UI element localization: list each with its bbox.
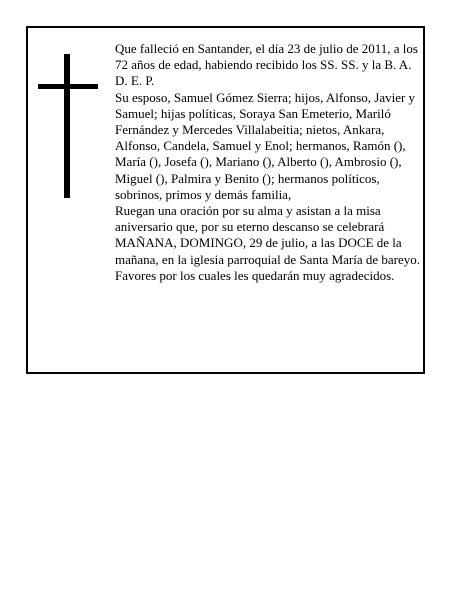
family-list: Su esposo, Samuel Gómez Sierra; hijos, Alfonso, Javier y Samuel; hijas políticas, Soraya San Emeterio, Mariló Fernández y Mercedes Villalabeitia; nietos, Ankara, Alfonso, Candela, Samuel y Enol; hermanos, Ramón (), María (), Josefa (), Mariano (), Alberto (), Ambrosio (), Miguel (), Palmira y Benito (); hermanos políticos, sobrinos, primos y demás familia, [115, 89, 416, 202]
obituary-notice [26, 26, 425, 374]
rip-line: D. E. P. [115, 73, 155, 89]
obituary-text [115, 41, 420, 284]
mass-invitation: Ruegan una oración por su alma y asistan a la misa aniversario que, por su eterno descanso se celebrará MAÑANA, DOMINGO, 29 de julio, a las DOCE de la mañana, en la iglesia parroquial de Santa María de bareyo. Favores por los cuales les quedarán muy agradecidos. [115, 203, 421, 283]
cross-vertical-bar [64, 54, 70, 198]
cross-horizontal-bar [38, 84, 98, 89]
cross-icon [38, 54, 98, 198]
death-announcement: Que falleció en Santander, el día 23 de julio de 2011, a los 72 años de edad, habiendo recibido los SS. SS. y la B. A. [115, 41, 418, 73]
